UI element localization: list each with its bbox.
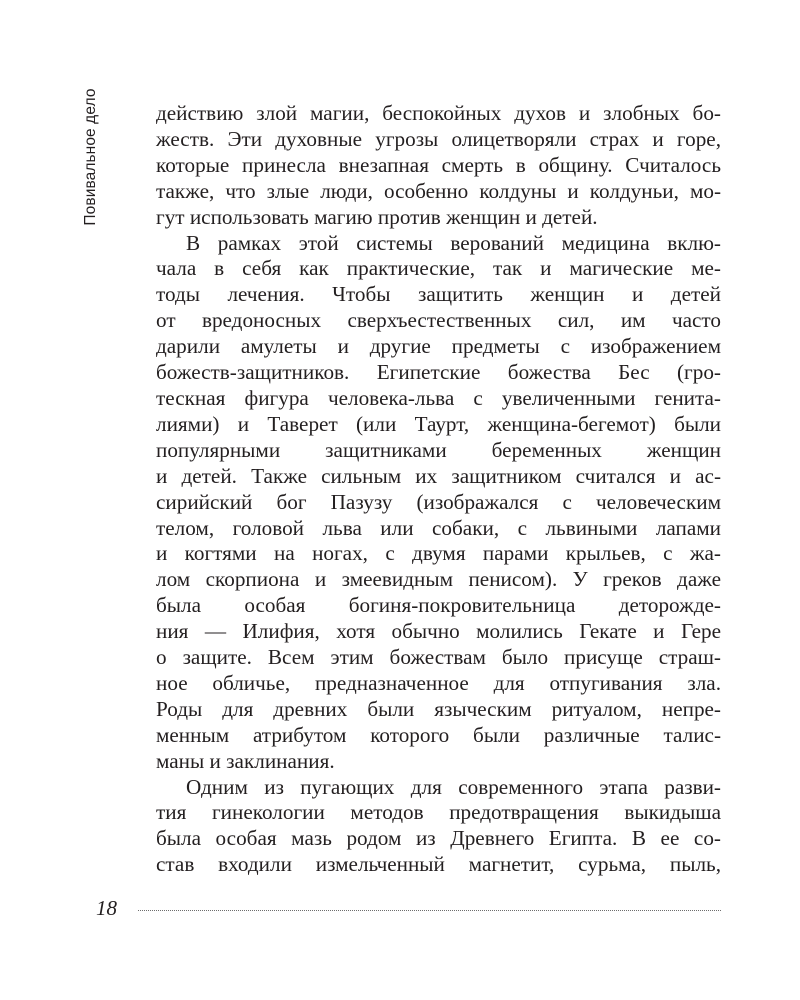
text-line: действию злой магии, беспокойных духов и злобных бо- [156, 101, 721, 125]
text-line: дарили амулеты и другие предметы с изображением [156, 334, 721, 359]
footer-divider [138, 910, 721, 911]
text-line: сирийский бог Пазузу (изображался с человеческим [156, 489, 721, 514]
text-line: тескная фигура человека-льва с увеличенными генита- [156, 385, 721, 410]
text-line: став входили измельченный магнетит, сурьма, пыль, [156, 852, 721, 877]
text-line: которые принесла внезапная смерть в общину. Считалось [156, 152, 721, 177]
text-line: ное обличье, предназначенное для отпугивания зла. [156, 670, 721, 695]
text-line: чала в себя как практические, так и магические ме- [156, 256, 721, 281]
text-line: и когтями на ногах, с двумя парами крыльев, с жа- [156, 541, 721, 566]
running-head-text: Повивальное дело [82, 88, 99, 226]
text-line: ния — Илифия, хотя обычно молились Гекате и Гере [156, 619, 721, 644]
text-line: и детей. Также сильным их защитником считался и ас- [156, 463, 721, 488]
text-line: менным атрибутом которого были различные талис- [156, 722, 721, 747]
text-line: была особая мазь родом из Древнего Египта. В ее со- [156, 826, 721, 851]
text-line: гут использовать магию против женщин и детей. [156, 204, 598, 229]
text-line: божеств-защитников. Египетские божества Бес (гро- [156, 360, 721, 385]
text-line: Роды для древних были языческим ритуалом, непре- [156, 696, 721, 721]
text-line: В рамках этой системы верований медицина вклю- [186, 230, 721, 255]
text-line: лиями) и Таверет (или Таурт, женщина-бегемот) были [156, 411, 721, 436]
text-line: лом скорпиона и змеевидным пенисом). У греков даже [156, 567, 721, 592]
page-number: 18 [96, 896, 117, 920]
text-line: тоды лечения. Чтобы защитить женщин и детей [156, 282, 721, 307]
body-text [156, 101, 721, 878]
text-line: Одним из пугающих для современного этапа разви- [186, 774, 721, 799]
text-line: от вредоносных сверхъестественных сил, им часто [156, 308, 721, 333]
text-line: жеств. Эти духовные угрозы олицетворяли страх и горе, [156, 126, 721, 151]
text-line: также, что злые люди, особенно колдуны и колдуньи, мо- [156, 178, 721, 203]
text-line: о защите. Всем этим божествам было присуще страш- [156, 645, 721, 670]
running-head [80, 72, 102, 242]
text-line: тия гинекологии методов предотвращения выкидыша [156, 800, 721, 825]
text-line: популярными защитниками беременных женщин [156, 437, 721, 462]
text-line: была особая богиня-покровительница деторожде- [156, 593, 721, 618]
text-line: маны и заклинания. [156, 748, 335, 773]
text-line: телом, головой льва или собаки, с львиными лапами [156, 515, 721, 540]
